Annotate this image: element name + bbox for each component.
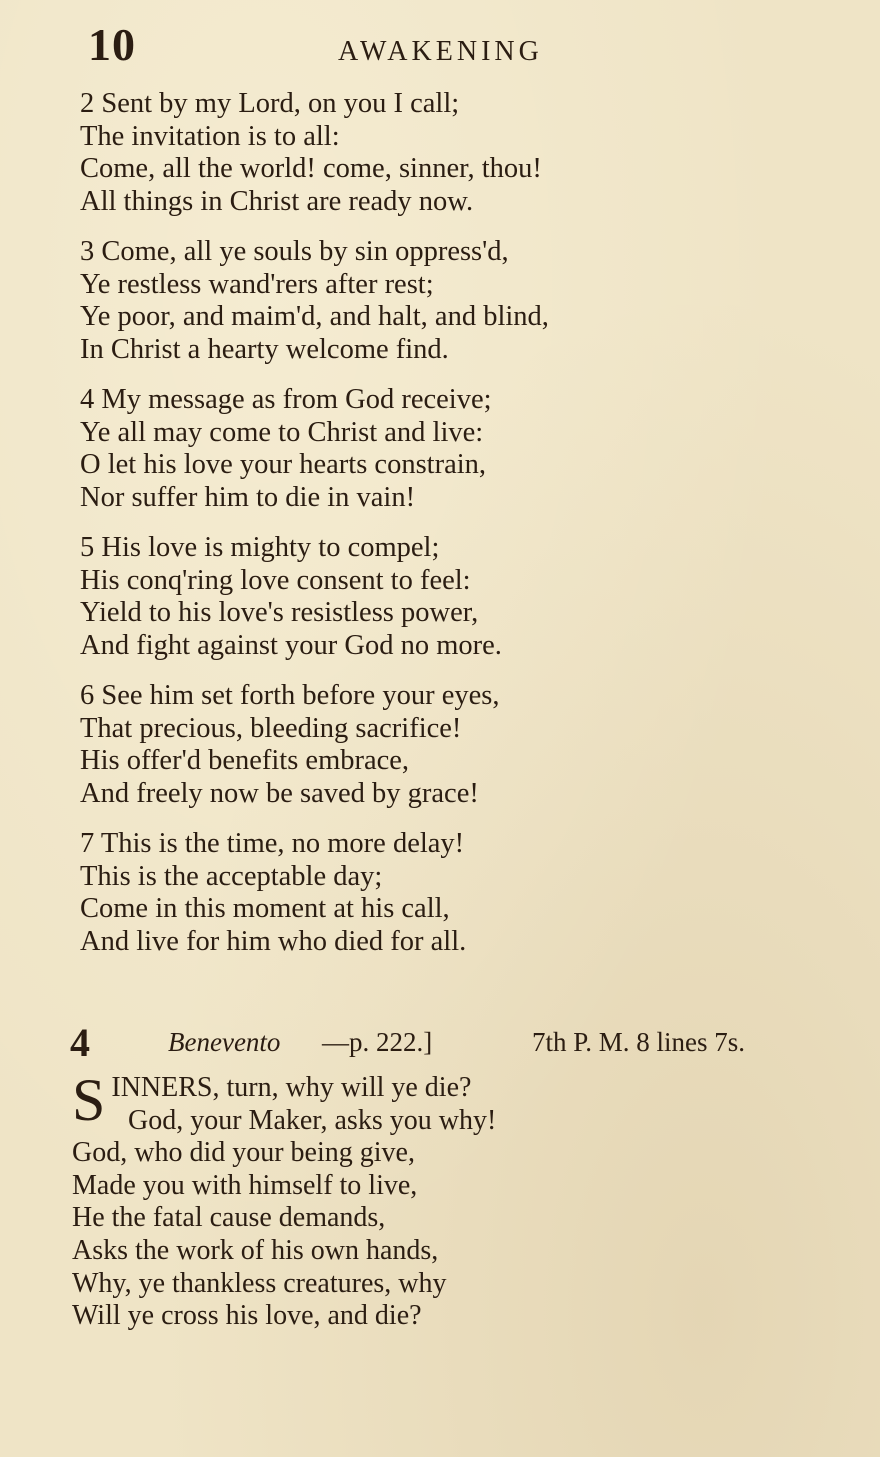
verse-line: Ye poor, and maim'd, and halt, and blind, [80,301,549,332]
hymn-line: He the fatal cause demands, [72,1202,386,1234]
verse-line: Ye all may come to Christ and live: [80,416,484,448]
verse-line: 3 Come, all ye souls by sin oppress'd, [80,236,509,267]
verse-line: Yield to his love's resistless power, [80,597,479,628]
hymn-line: Made you with himself to live, [72,1169,418,1201]
verse-line: Come, all the world! come, sinner, thou! [80,153,542,184]
verse-line: Come in this moment at his call, [80,893,450,924]
verse-line: His offer'd benefits embrace, [80,745,410,776]
hymn-line: Will ye cross his love, and die? [72,1300,422,1332]
verse-2 [80,88,720,218]
verse-5 [80,532,720,662]
verse-6 [80,680,720,810]
verse-line: 4 My message as from God receive; [80,384,492,415]
tune-name: Benevento [168,1027,281,1057]
hymn-line: Why, ye thankless creatures, why [72,1267,447,1299]
verse-line: And fight against your God no more. [80,629,502,661]
verse-line: In Christ a hearty welcome find. [80,333,449,365]
tune-page-reference: —p. 222.] [322,1027,433,1057]
verse-line: Nor suffer him to die in vain! [80,481,416,513]
verse-line: And freely now be saved by grace! [80,777,479,809]
hymn-4-text [72,1067,772,1333]
verse-line: 7 This is the time, no more delay! [80,828,465,859]
hymn-line: INNERS, turn, why will ye die? [111,1072,472,1103]
verse-line: The invitation is to all: [80,120,340,152]
verse-4 [80,384,720,514]
hymn-3-verses [80,88,720,976]
verse-line: O let his love your hearts constrain, [80,449,487,480]
verse-line: All things in Christ are ready now. [80,185,474,217]
verse-line: His conq'ring love consent to feel: [80,564,471,596]
hymn-4-heading [70,1020,850,1069]
page-header [88,18,608,74]
verse-line: And live for him who died for all. [80,925,467,957]
hymn-line: God, who did your being give, [72,1137,415,1169]
page-number: 10 [88,19,136,70]
verse-line: 6 See him set forth before your eyes, [80,680,500,711]
hymn-line: God, your Maker, asks you why! [128,1104,497,1136]
verse-line: This is the acceptable day; [80,860,383,892]
verse-line: Ye restless wand'rers after rest; [80,268,434,300]
verse-line: 5 His love is mighty to compel; [80,532,440,563]
verse-3 [80,236,720,366]
verse-line: 2 Sent by my Lord, on you I call; [80,88,460,119]
verse-7 [80,828,720,958]
drop-cap: S [72,1067,106,1133]
hymn-line: Asks the work of his own hands, [72,1234,439,1266]
hymn-number: 4 [70,1020,90,1065]
verse-line: That precious, bleeding sacrifice! [80,712,462,744]
running-head: AWAKENING [338,36,543,67]
hymn-meter: 7th P. M. 8 lines 7s. [532,1027,746,1057]
